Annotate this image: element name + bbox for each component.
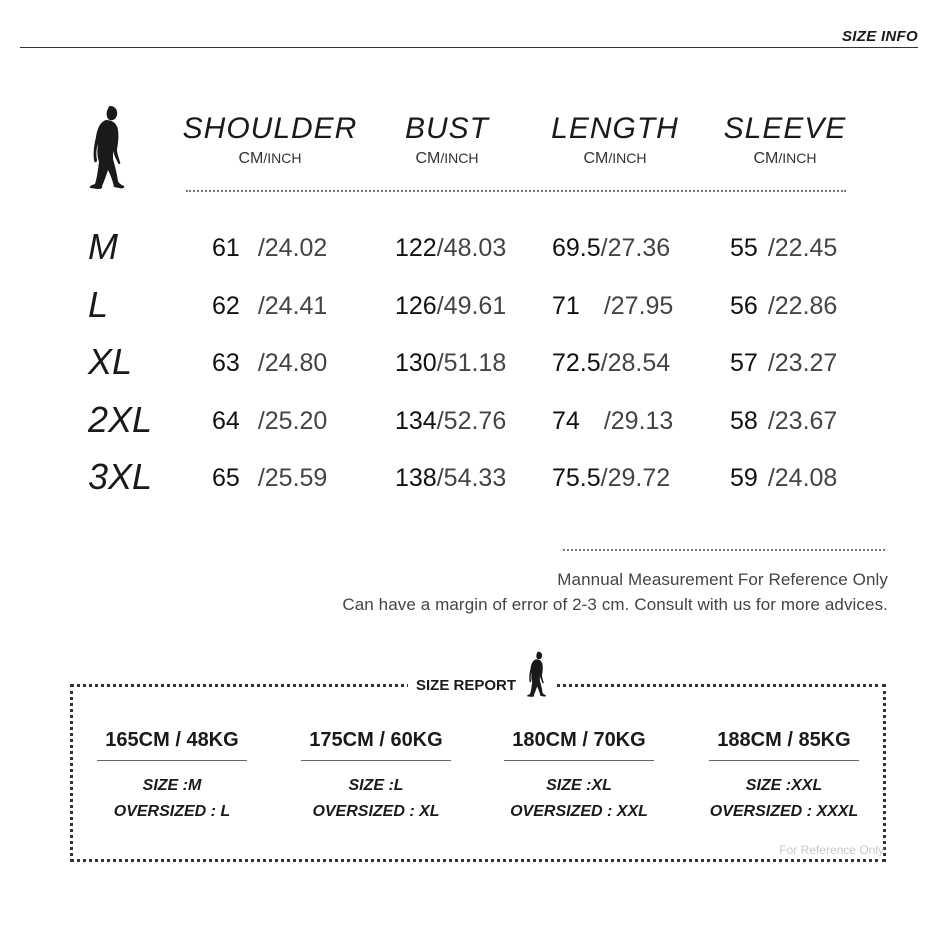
column-unit: CM/INCH [415, 150, 479, 167]
table-cell: 138/54.33 [395, 464, 507, 492]
table-cell: 57 /23.27 [730, 349, 838, 377]
oversized-size: OVERSIZED : XXXL [709, 803, 859, 820]
page-title: SIZE INFO [841, 28, 918, 45]
column-header-shoulder [175, 112, 365, 168]
size-label: XL [88, 341, 133, 382]
table-cell: 69.5/27.36 [552, 234, 671, 262]
size-report-title: SIZE REPORT [416, 677, 517, 694]
oversized-size: OVERSIZED : L [113, 803, 231, 820]
recommended-size: SIZE :L [348, 777, 404, 794]
oversized-size: OVERSIZED : XXL [510, 803, 648, 820]
table-cell: 75.5/29.72 [552, 464, 671, 492]
walking-figure-icon [524, 650, 548, 698]
table-cell: 74 /29.13 [552, 407, 674, 435]
size-label: L [88, 284, 109, 325]
reference-footnote: For Reference Only [779, 843, 884, 857]
table-cell: 62 /24.41 [212, 292, 328, 320]
table-cell: 58 /23.67 [730, 407, 838, 435]
walking-figure-icon [84, 104, 128, 190]
column-unit: CM/INCH [753, 150, 817, 167]
table-cell: 72.5/28.54 [552, 349, 671, 377]
column-title: SLEEVE [723, 112, 847, 145]
size-report-header [408, 642, 556, 698]
column-title: BUST [404, 112, 489, 145]
recommended-size: SIZE :XXL [745, 777, 823, 794]
header-divider [20, 47, 918, 48]
size-label: 2XL [88, 399, 153, 440]
column-unit: CM/INCH [583, 150, 647, 167]
table-cell: 130/51.18 [395, 349, 507, 377]
size-report-card [72, 728, 272, 825]
recommended-size: SIZE :M [142, 777, 202, 794]
height-weight: 165CM / 48KG [105, 729, 239, 751]
header-dotted-divider [186, 190, 846, 192]
column-header-bust [352, 112, 542, 168]
table-cell: 63 /24.80 [212, 349, 328, 377]
column-title: SHOULDER [182, 112, 358, 145]
table-cell: 122/48.03 [395, 234, 507, 262]
card-divider [504, 760, 654, 761]
height-weight: 175CM / 60KG [309, 729, 443, 751]
table-cell: 61 /24.02 [212, 234, 328, 262]
table-cell: 59 /24.08 [730, 464, 838, 492]
column-unit: CM/INCH [238, 150, 302, 167]
note-line-1: Mannual Measurement For Reference Only [557, 570, 888, 589]
column-header-sleeve [690, 112, 880, 168]
column-title: LENGTH [551, 112, 679, 145]
height-weight: 180CM / 70KG [512, 729, 646, 751]
table-cell: 71 /27.95 [552, 292, 674, 320]
table-cell: 134/52.76 [395, 407, 507, 435]
table-cell: 65 /25.59 [212, 464, 328, 492]
oversized-size: OVERSIZED : XL [312, 803, 440, 820]
size-label: 3XL [88, 456, 153, 497]
card-divider [709, 760, 859, 761]
recommended-size: SIZE :XL [546, 777, 612, 794]
column-header-length [520, 112, 710, 168]
size-label: M [88, 226, 118, 267]
table-cell: 64 /25.20 [212, 407, 328, 435]
table-cell: 126/49.61 [395, 292, 507, 320]
card-divider [301, 760, 451, 761]
size-report-card [684, 728, 884, 825]
height-weight: 188CM / 85KG [717, 729, 851, 751]
table-cell: 56 /22.86 [730, 292, 838, 320]
notes-dotted-divider [563, 549, 885, 551]
card-divider [97, 760, 247, 761]
table-cell: 55 /22.45 [730, 234, 838, 262]
size-report-card [276, 728, 476, 825]
size-report-card [479, 728, 679, 825]
note-line-2: Can have a margin of error of 2-3 cm. Consult with us for more advices. [342, 595, 888, 614]
